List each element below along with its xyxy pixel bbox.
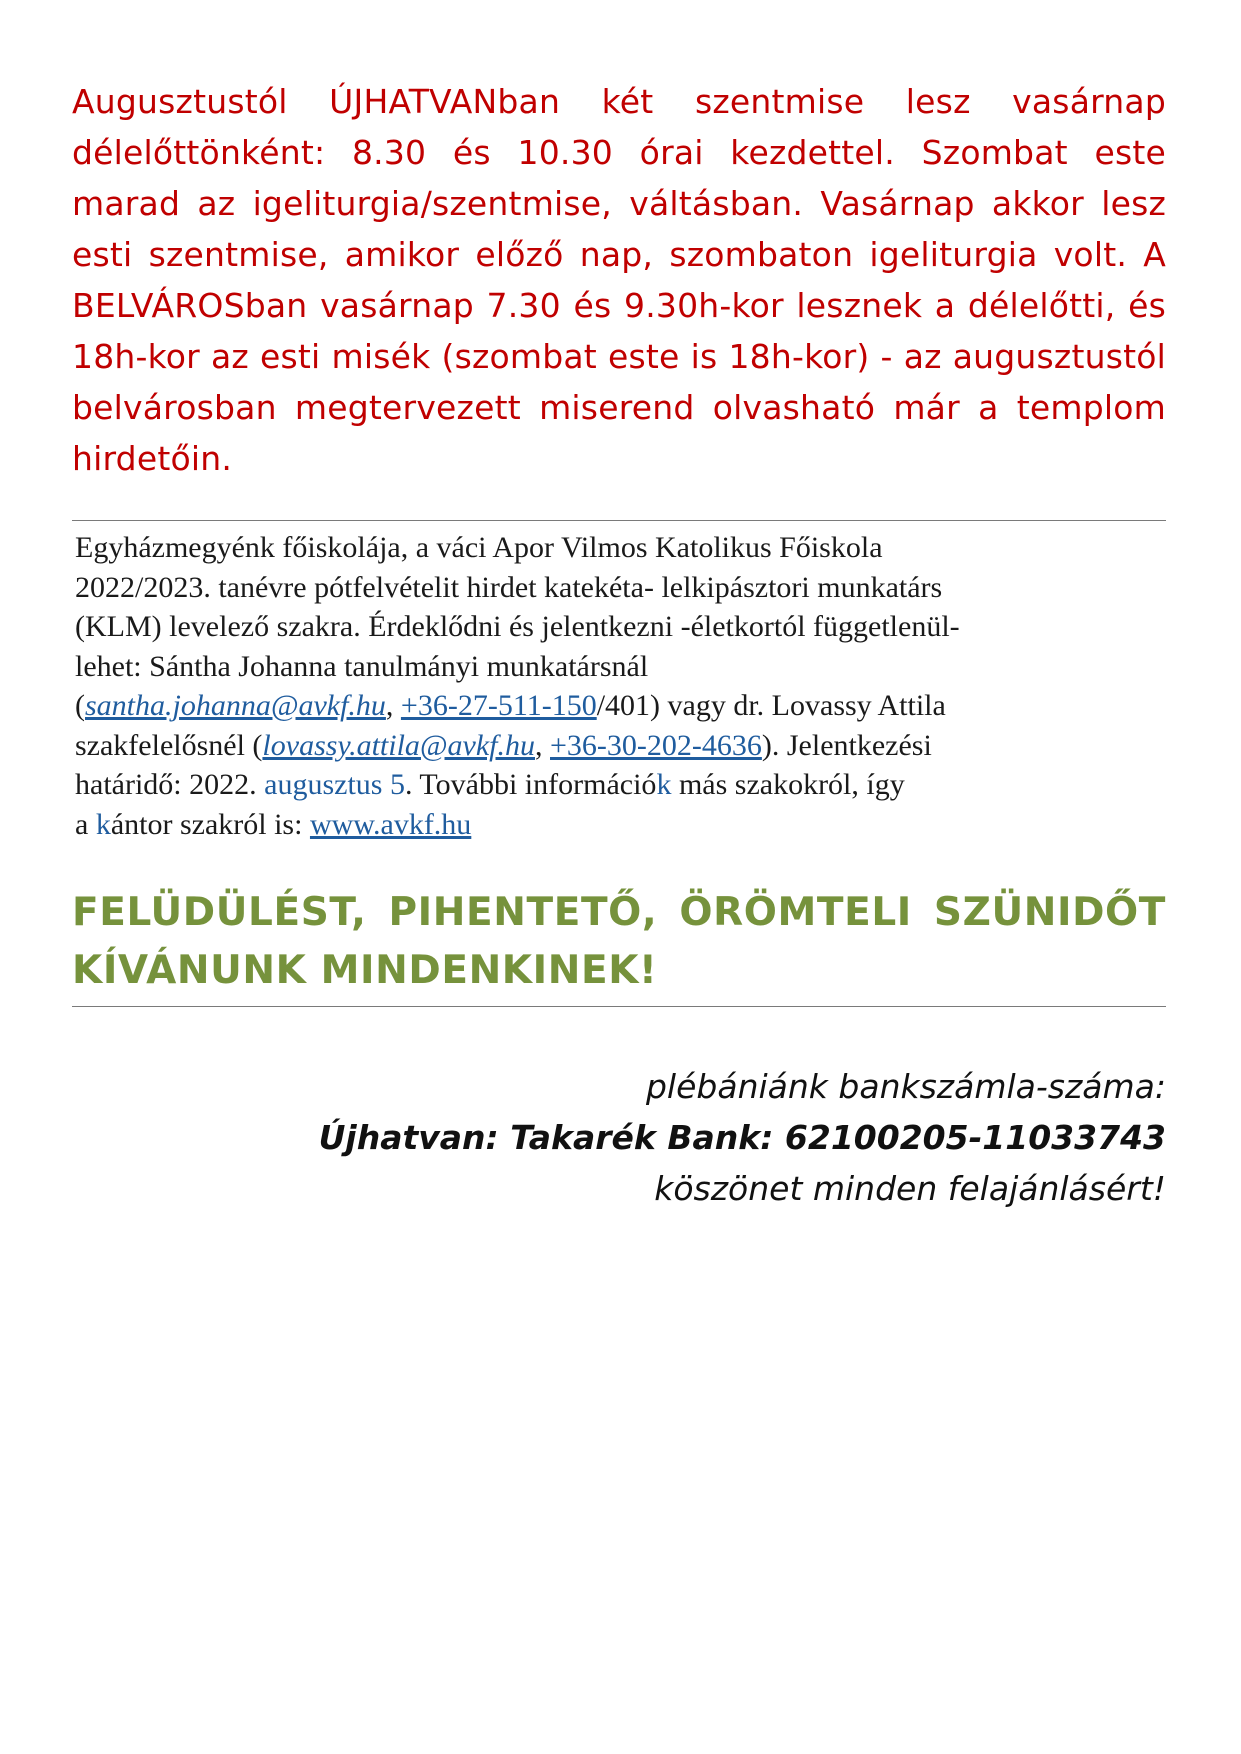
- line6-suffix: ). Jelentkezési: [761, 728, 932, 762]
- college-announcement: [75, 528, 1095, 844]
- website-link[interactable]: www.avkf.hu: [309, 807, 472, 841]
- line8-a: a: [75, 807, 96, 841]
- bank-info: [72, 1061, 1166, 1214]
- page: [72, 76, 1166, 1214]
- divider-top: [72, 520, 1166, 521]
- phone-link-santha[interactable]: +36-27-511-150: [400, 689, 597, 722]
- bank-label: plébániánk bankszámla-száma:: [645, 1067, 1166, 1106]
- comma-2: ,: [535, 728, 550, 762]
- college-line-8: [75, 805, 1095, 845]
- college-line-7: [75, 765, 1095, 805]
- college-line-1: Egyházmegyénk főiskolája, a váci Apor Vilmos Katolikus Főiskola: [75, 531, 883, 564]
- paren-open: (: [75, 689, 85, 722]
- mass-schedule-notice: Augusztustól ÚJHATVANban két szentmise lesz vasárnap délelőttönként: 8.30 és 10.30 órai kezdettel. Szombat este marad az igeliturgia/szentmise, váltásban. Vasárnap akkor lesz esti szentmise, amikor előző nap, szombaton igeliturgia volt. A BELVÁROSban vasárnap 7.30 és 9.30h-kor lesznek a délelőtti, és 18h-kor az esti misék (szombat este is 18h-kor) - az augusztustól belvárosban megtervezett miserend olvasható már a templom hirdetőin.: [72, 82, 1166, 478]
- college-line-3: (KLM) levelező szakra. Érdeklődni és jelentkezni -életkortól függetlenül-: [75, 610, 960, 643]
- email-link-lovassy[interactable]: lovassy.attila@avkf.hu: [262, 728, 535, 762]
- email-link-santha[interactable]: santha.johanna@avkf.hu: [85, 689, 386, 722]
- holiday-greeting: FELÜDÜLÉST, PIHENTETŐ, ÖRÖMTELI SZÜNIDŐT KÍVÁNUNK MINDENKINEK!: [72, 890, 1166, 993]
- deadline-mid: . További információ: [404, 768, 657, 801]
- deadline-suffix: más szakokról, így: [671, 768, 905, 801]
- divider-bottom: [72, 1006, 1166, 1007]
- deadline-k: k: [656, 768, 672, 801]
- phone-suffix: /401) vagy dr. Lovassy Attila: [596, 689, 946, 722]
- college-line-4: lehet: Sántha Johanna tanulmányi munkatársnál: [75, 649, 649, 683]
- line8-text: ántor szakról is:: [110, 807, 310, 841]
- line8-k: k: [95, 807, 111, 841]
- college-line-5: [75, 686, 1095, 726]
- line6-prefix: szakfelelősnél (: [75, 728, 263, 762]
- deadline-date: augusztus 5: [264, 768, 405, 801]
- comma-1: ,: [385, 689, 401, 722]
- college-line-6: [75, 726, 1095, 766]
- college-line-2: 2022/2023. tanévre pótfelvételit hirdet katekéta- lelkipásztori munkatárs: [75, 570, 943, 604]
- bank-thanks: köszönet minden felajánlásért!: [654, 1169, 1166, 1208]
- deadline-prefix: határidő: 2022.: [75, 768, 265, 801]
- bank-account: Újhatvan: Takarék Bank: 62100205-11033743: [318, 1118, 1166, 1157]
- phone-link-lovassy[interactable]: +36-30-202-4636: [550, 728, 762, 762]
